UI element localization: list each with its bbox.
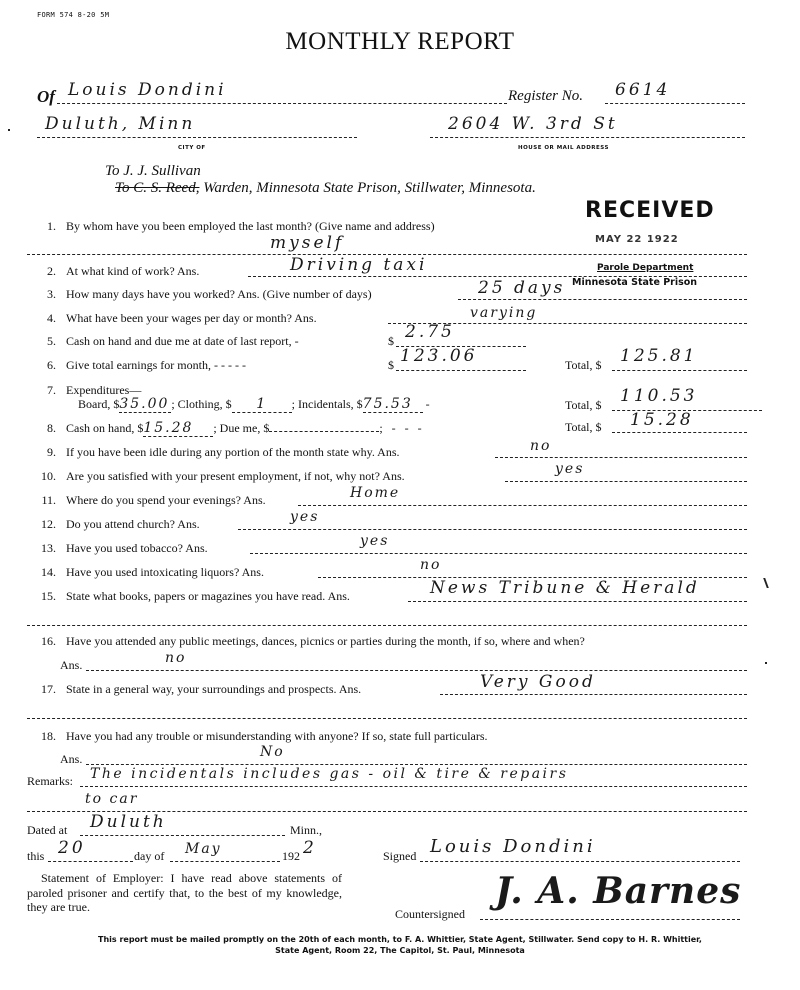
register-number[interactable]: 6614	[615, 80, 671, 100]
question-7: 7. Expenditures—	[47, 383, 142, 397]
remarks-line-1	[80, 786, 747, 787]
scan-speck	[765, 662, 767, 664]
received-stamp: RECEIVED	[585, 198, 715, 223]
to-line-1: To J. J. Sullivan	[105, 163, 201, 179]
address-caption: HOUSE OR MAIL ADDRESS	[518, 145, 609, 151]
dated-day[interactable]: 20	[58, 838, 86, 858]
dated-place[interactable]: Duluth	[90, 812, 167, 832]
remarks-text-2[interactable]: to car	[85, 791, 139, 807]
answer-5[interactable]: 2.75	[405, 322, 455, 342]
dated-at-label: Dated at	[27, 823, 68, 837]
dollar-sign-6: $	[388, 358, 394, 372]
answer-3[interactable]: 25 days	[478, 278, 566, 298]
dated-state: Minn.,	[290, 823, 323, 837]
answer-18-label: Ans.	[60, 752, 83, 766]
question-18: 18. Have you had any trouble or misunderstanding with anyone? If so, state full particulars.	[41, 729, 488, 743]
answer-18[interactable]: No	[260, 744, 285, 760]
year-suffix[interactable]: 2	[303, 838, 317, 858]
answer-13[interactable]: yes	[360, 533, 390, 549]
countersigned-line	[480, 919, 740, 920]
question-15: 15. State what books, papers or magazines you have read. Ans.	[41, 589, 350, 603]
register-line	[605, 103, 745, 104]
question-13: 13. Have you used tobacco? Ans.	[41, 541, 208, 555]
year-prefix: 192	[282, 849, 300, 863]
prisoner-name[interactable]: Louis Dondini	[68, 80, 227, 100]
question-1: 1. By whom have you been employed the last month? (Give name and address)	[47, 219, 435, 233]
answer-10[interactable]: yes	[555, 461, 585, 477]
question-16: 16. Have you attended any public meetings, dances, picnics or parties during the month, if so, where and when?	[41, 634, 585, 648]
due-me-value[interactable]	[269, 421, 379, 432]
signed-line	[420, 861, 740, 862]
question-2: 2. At what kind of work? Ans.	[47, 264, 200, 278]
scan-speck	[8, 129, 10, 131]
dated-place-line	[80, 835, 285, 836]
day-line	[48, 861, 133, 862]
signed-signature[interactable]: Louis Dondini	[430, 836, 596, 857]
answer-4[interactable]: varying	[470, 305, 538, 321]
answer-14[interactable]: no	[420, 557, 442, 573]
total-8-label: Total, $	[565, 420, 602, 434]
address-line	[430, 137, 745, 138]
answer-16-line	[86, 670, 747, 671]
answer-17[interactable]: Very Good	[480, 672, 596, 692]
signed-label: Signed	[383, 849, 417, 863]
answer-15[interactable]: News Tribune & Herald	[430, 578, 700, 598]
answer-6[interactable]: 123.06	[400, 346, 478, 366]
question-5: 5. Cash on hand and due me at date of last report, -	[47, 334, 299, 348]
total-7[interactable]: 110.53	[620, 386, 698, 406]
city-line	[37, 137, 357, 138]
answer-12[interactable]: yes	[290, 509, 320, 525]
answer-1[interactable]: myself	[270, 233, 345, 253]
total-6-line	[612, 370, 747, 371]
total-6-label: Total, $	[565, 358, 602, 372]
register-label: Register No.	[508, 88, 583, 104]
total-8-line	[612, 432, 747, 433]
answer-10-line	[505, 481, 747, 482]
to-struck-name: To C. S. Reed,	[115, 180, 200, 196]
answer-18-line	[86, 764, 747, 765]
question-11: 11. Where do you spend your evenings? Ans.	[41, 493, 266, 507]
form-code: FORM 574 8-20 5M	[37, 11, 110, 19]
answer-15-line	[408, 601, 747, 602]
city-value[interactable]: Duluth, Minn	[45, 114, 196, 134]
day-of-label: day of	[134, 849, 165, 863]
answer-16[interactable]: no	[165, 650, 187, 666]
answer-13-line	[250, 553, 747, 554]
stamp-prison: Minnesota State Prison	[572, 277, 698, 288]
board-value[interactable]: 35.00	[119, 396, 170, 412]
answer-11[interactable]: Home	[350, 485, 401, 501]
question-9: 9. If you have been idle during any portion of the month state why. Ans.	[47, 445, 400, 459]
footer-line-2: State Agent, Room 22, The Capitol, St. Paul, Minnesota	[275, 946, 525, 955]
page-title: MONTHLY REPORT	[285, 28, 515, 55]
clothing-value[interactable]: 1	[232, 396, 292, 413]
total-7-label: Total, $	[565, 398, 602, 412]
answer-6-line	[396, 370, 526, 371]
this-label: this	[27, 849, 45, 863]
footer-line-1: This report must be mailed promptly on the 20th of each month, to F. A. Whittier, State Agent, Stillwater. Send copy to H. R. Whittier,	[98, 935, 702, 944]
question-17: 17. State in a general way, your surroundings and prospects. Ans.	[41, 682, 362, 696]
scan-mark	[763, 578, 777, 588]
answer-17-line-2	[27, 718, 747, 719]
expenditures-row: Board, $35.00 ; Clothing, $ 1 ; Incidentals, $75.53 -	[78, 396, 430, 412]
stamp-date: MAY 22 1922	[595, 234, 679, 245]
answer-2[interactable]: Driving taxi	[290, 255, 428, 275]
question-3: 3. How many days have you worked? Ans. (Give number of days)	[47, 287, 372, 301]
to-warden: Warden, Minnesota State Prison, Stillwater, Minnesota.	[199, 180, 536, 196]
employer-statement: Statement of Employer: I have read above statements of paroled prisoner and certify that, to the best of my knowledge, they are true.	[27, 871, 342, 914]
dollar-sign-5: $	[388, 334, 394, 348]
question-14: 14. Have you used intoxicating liquors? Ans.	[41, 565, 264, 579]
answer-12-line	[238, 529, 747, 530]
of-label: Of	[37, 87, 55, 106]
question-8: 8. Cash on hand, $15.28 ; Due me, $ ; - - -	[47, 420, 422, 436]
name-line	[57, 103, 507, 104]
answer-9-line	[495, 457, 747, 458]
countersigned-label: Countersigned	[395, 907, 465, 921]
answer-15-line-2	[27, 625, 747, 626]
to-line-2	[115, 180, 536, 197]
answer-9[interactable]: no	[530, 438, 552, 454]
question-12: 12. Do you attend church? Ans.	[41, 517, 200, 531]
total-8[interactable]: 15.28	[630, 410, 694, 430]
question-10: 10. Are you satisfied with your present employment, if not, why not? Ans.	[41, 469, 405, 483]
total-6[interactable]: 125.81	[620, 346, 698, 366]
countersigned-signature[interactable]: J. A. Barnes	[495, 870, 742, 912]
month-line	[170, 861, 280, 862]
answer-16-label: Ans.	[60, 658, 83, 672]
answer-17-line	[440, 694, 747, 695]
cash-on-hand-value[interactable]: 15.28	[143, 420, 213, 437]
address-value[interactable]: 2604 W. 3rd St	[448, 114, 618, 134]
answer-11-line	[298, 505, 747, 506]
dated-month[interactable]: May	[185, 841, 222, 857]
incidentals-value[interactable]: 75.53	[363, 396, 423, 413]
remarks-text-1[interactable]: The incidentals includes gas - oil & tire & repairs	[90, 766, 569, 782]
city-caption: CITY OF	[178, 145, 206, 151]
answer-3-line	[458, 299, 747, 300]
question-4: 4. What have been your wages per day or month? Ans.	[47, 311, 317, 325]
remarks-label: Remarks:	[27, 774, 73, 788]
answer-2-line	[248, 276, 747, 277]
question-6: 6. Give total earnings for month, - - - - -	[47, 358, 246, 372]
stamp-dept: Parole Department	[597, 263, 694, 273]
